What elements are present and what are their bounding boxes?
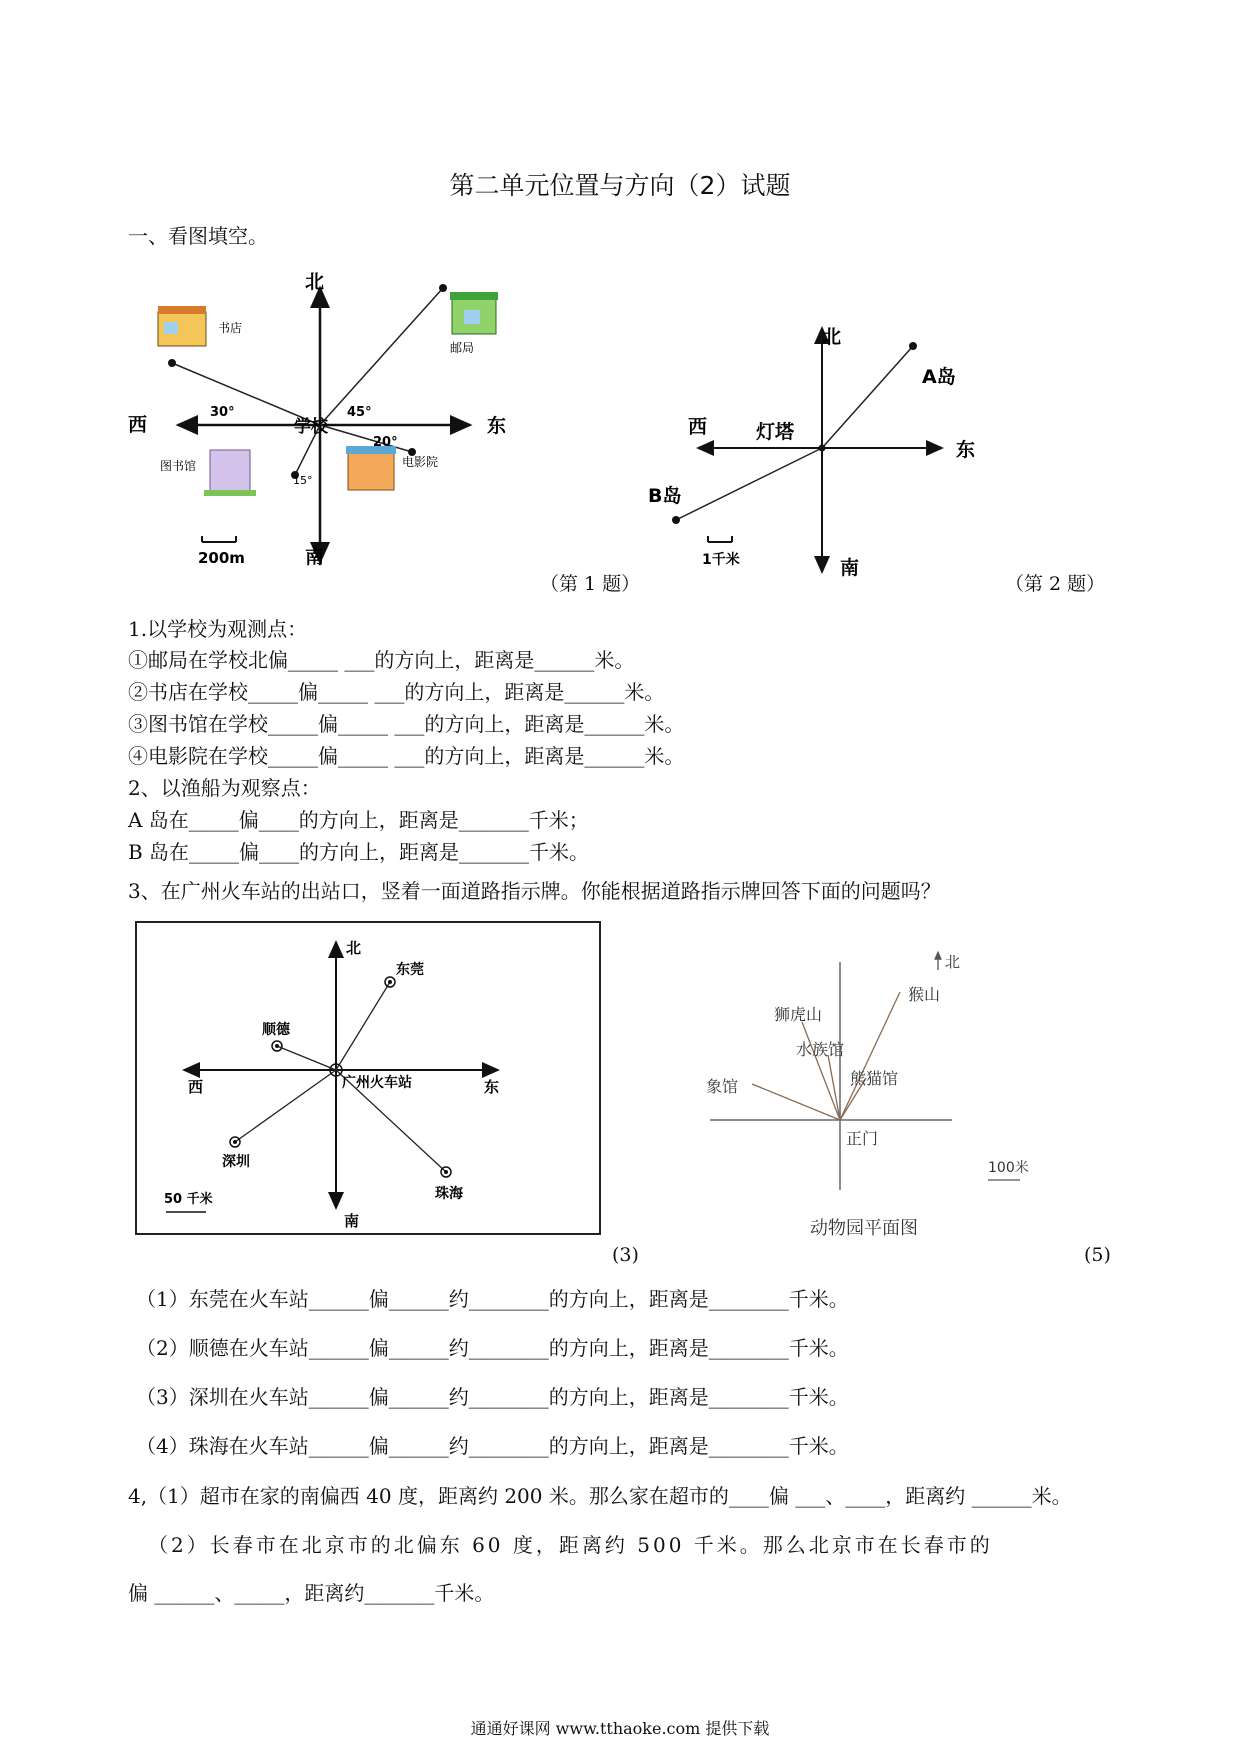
q1-line-4: ④电影院在学校_____偏_____ ___的方向上，距离是______米。 bbox=[128, 744, 685, 768]
figure-2-caption: （第 2 题） bbox=[1005, 573, 1106, 595]
gate-label: 正门 bbox=[846, 1129, 879, 1148]
shunde-label: 顺德 bbox=[262, 1022, 290, 1038]
shuizuguan-label: 水族馆 bbox=[796, 1040, 845, 1059]
figure-5-caption: (5) bbox=[1084, 1244, 1111, 1266]
west-label: 西 bbox=[128, 414, 148, 436]
q2-line-1: A 岛在_____偏____的方向上，距离是_______千米； bbox=[128, 808, 589, 832]
station-label: 广州火车站 bbox=[342, 1075, 412, 1091]
q4-line-1: 4,（1）超市在家的南偏西 40 度，距离约 200 米。那么家在超市的____偏 ___、____，距离约 ______米。 bbox=[128, 1484, 1072, 1508]
island-a-label: A岛 bbox=[922, 366, 956, 388]
west-label: 西 bbox=[188, 1078, 204, 1096]
east-label: 东 bbox=[956, 439, 976, 461]
shihushan-label: 狮虎山 bbox=[774, 1005, 823, 1024]
bookstore-label: 书店 bbox=[218, 321, 243, 335]
q2-intro: 2、以渔船为观察点： bbox=[128, 776, 321, 800]
island-b-label: B岛 bbox=[648, 485, 682, 507]
lighthouse-label: 灯塔 bbox=[756, 421, 795, 443]
post-office-label: 邮局 bbox=[450, 341, 475, 355]
shenzhen-label: 深圳 bbox=[222, 1154, 250, 1170]
q1-line-1: ①邮局在学校北偏_____ ___的方向上，距离是______米。 bbox=[128, 648, 635, 672]
scale-label: 100米 bbox=[988, 1160, 1029, 1176]
east-label: 东 bbox=[484, 1078, 500, 1096]
north-label: 北 bbox=[305, 271, 325, 293]
north-label: 北 bbox=[945, 953, 961, 971]
angle-15: 15° bbox=[293, 474, 313, 487]
school-label: 学校 bbox=[294, 417, 328, 437]
south-label: 南 bbox=[840, 557, 860, 579]
figure-3-caption: (3) bbox=[612, 1244, 639, 1266]
library-label: 图书馆 bbox=[160, 459, 197, 473]
q3-line-3: （3）深圳在火车站______偏______约________的方向上，距离是________千米。 bbox=[136, 1385, 849, 1409]
angle-30: 30° bbox=[210, 405, 235, 420]
angle-20: 20° bbox=[373, 435, 398, 450]
dongguan-label: 东莞 bbox=[396, 962, 424, 978]
figure-2 bbox=[640, 320, 1020, 590]
q1-intro: 1.以学校为观测点： bbox=[128, 617, 308, 641]
q4-line-2: （2）长春市在北京市的北偏东 60 度，距离约 500 千米。那么北京市在长春市的 bbox=[148, 1533, 993, 1557]
scale-label: 50 千米 bbox=[164, 1192, 213, 1207]
xiangguan-label: 象馆 bbox=[706, 1077, 739, 1096]
page-title: 第二单元位置与方向（2）试题 bbox=[449, 171, 791, 200]
xiongmaoguan-label: 熊猫馆 bbox=[850, 1069, 899, 1088]
figure-1-caption: （第 1 题） bbox=[540, 573, 641, 595]
q3-intro: 3、在广州火车站的出站口，竖着一面道路指示牌。你能根据道路指示牌回答下面的问题吗？ bbox=[128, 879, 941, 903]
angle-45: 45° bbox=[347, 405, 372, 420]
q3-line-1: （1）东莞在火车站______偏______约________的方向上，距离是________千米。 bbox=[136, 1287, 849, 1311]
figure-5 bbox=[700, 940, 1060, 1250]
west-label: 西 bbox=[688, 416, 708, 438]
figure-3 bbox=[134, 920, 604, 1238]
north-label: 北 bbox=[346, 939, 362, 957]
south-label: 南 bbox=[344, 1212, 360, 1230]
north-label: 北 bbox=[822, 326, 842, 348]
figure-1 bbox=[128, 270, 540, 570]
scale-label: 200m bbox=[198, 549, 245, 567]
cinema-label: 电影院 bbox=[402, 455, 439, 469]
q2-line-2: B 岛在_____偏____的方向上，距离是_______千米。 bbox=[128, 840, 590, 864]
q1-line-2: ②书店在学校_____偏_____ ___的方向上，距离是______米。 bbox=[128, 680, 665, 704]
zhuhai-label: 珠海 bbox=[435, 1186, 463, 1202]
section-heading: 一、看图填空。 bbox=[128, 224, 268, 248]
q3-line-2: （2）顺德在火车站______偏______约________的方向上，距离是________千米。 bbox=[136, 1336, 849, 1360]
q1-line-3: ③图书馆在学校_____偏_____ ___的方向上，距离是______米。 bbox=[128, 712, 685, 736]
footer: 通通好课网 www.tthaoke.com 提供下载 bbox=[470, 1719, 770, 1738]
houshan-label: 猴山 bbox=[908, 985, 941, 1004]
south-label: 南 bbox=[305, 546, 325, 568]
map-title: 动物园平面图 bbox=[810, 1218, 918, 1239]
east-label: 东 bbox=[487, 415, 507, 437]
q3-line-4: （4）珠海在火车站______偏______约________的方向上，距离是________千米。 bbox=[136, 1434, 849, 1458]
q4-line-3: 偏 ______、_____，距离约_______千米。 bbox=[128, 1581, 495, 1605]
scale-label: 1千米 bbox=[702, 552, 740, 568]
